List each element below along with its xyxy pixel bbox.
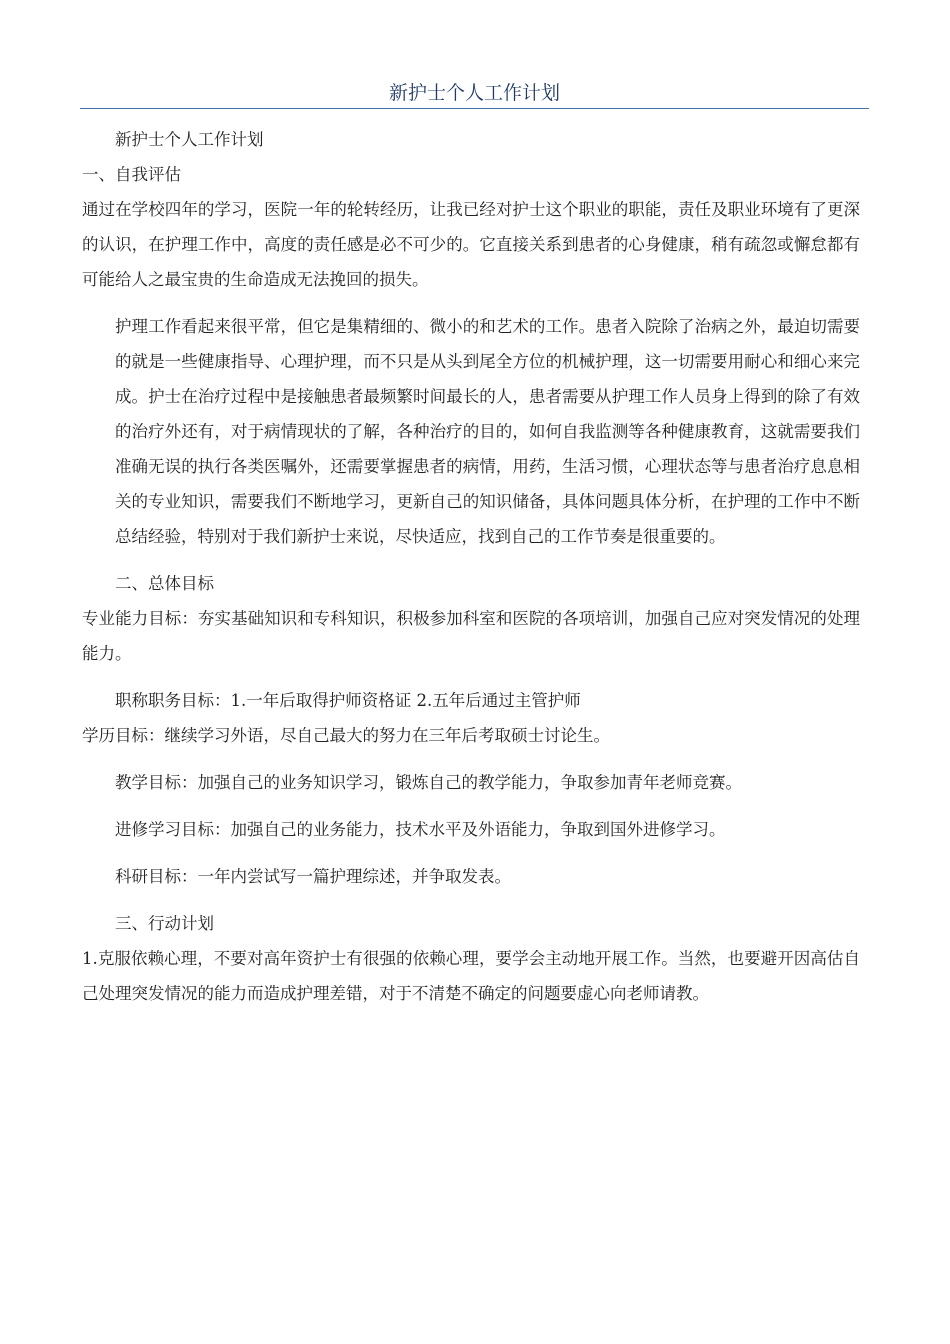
paragraph-further-study-goal: 进修学习目标：加强自己的业务能力，技术水平及外语能力，争取到国外进修学习。	[115, 820, 726, 839]
header-divider	[80, 108, 869, 109]
paragraph-professional-goal: 专业能力目标：夯实基础知识和专科知识，积极参加科室和医院的各项培训，加强自己应对突发情况的处理能力。	[82, 609, 860, 663]
paragraph-education-goal: 学历目标：继续学习外语，尽自己最大的努力在三年后考取硕士讨论生。	[82, 726, 610, 745]
paragraph-title-goal: 职称职务目标：1.一年后取得护师资格证 2.五年后通过主管护师	[115, 691, 581, 710]
section-heading-self-assessment: 一、自我评估	[82, 165, 181, 184]
document-body	[82, 122, 860, 1011]
section-heading-action-plan: 三、行动计划	[115, 914, 214, 933]
paragraph-action-item-1: 1.克服依赖心理，不要对高年资护士有很强的依赖心理，要学会主动地开展工作。当然，也要避开因高估自己处理突发情况的能力而造成护理差错，对于不清楚不确定的问题要虚心向老师请教。	[82, 949, 860, 1003]
document-header-title: 新护士个人工作计划	[388, 82, 560, 104]
document-title: 新护士个人工作计划	[115, 130, 264, 149]
paragraph-teaching-goal: 教学目标：加强自己的业务知识学习，锻炼自己的教学能力，争取参加青年老师竞赛。	[115, 773, 742, 792]
paragraph-nursing-work: 护理工作看起来很平常，但它是集精细的、微小的和艺术的工作。患者入院除了治病之外，最迫切需要的就是一些健康指导、心理护理，而不只是从头到尾全方位的机械护理，这一切需要用耐心和细心来完成。护士在治疗过程中是接触患者最频繁时间最长的人，患者需要从护理工作人员身上得到的除了有效的治疗外还有，对于病情现状的了解，各种治疗的目的，如何自我监测等各种健康教育，这就需要我们准确无误的执行各类医嘱外，还需要掌握患者的病情，用药，生活习惯，心理状态等与患者治疗息息相关的专业知识，需要我们不断地学习，更新自己的知识储备，具体问题具体分析，在护理的工作中不断总结经验，特别对于我们新护士来说，尽快适应，找到自己的工作节奏是很重要的。	[115, 317, 860, 546]
section-heading-overall-goals: 二、总体目标	[115, 574, 214, 593]
paragraph-self-assessment: 通过在学校四年的学习，医院一年的轮转经历，让我已经对护士这个职业的职能，责任及职业环境有了更深的认识，在护理工作中，高度的责任感是必不可少的。它直接关系到患者的心身健康，稍有疏忽或懈怠都有可能给人之最宝贵的生命造成无法挽回的损失。	[82, 200, 860, 289]
paragraph-research-goal: 科研目标：一年内尝试写一篇护理综述，并争取发表。	[115, 867, 511, 886]
